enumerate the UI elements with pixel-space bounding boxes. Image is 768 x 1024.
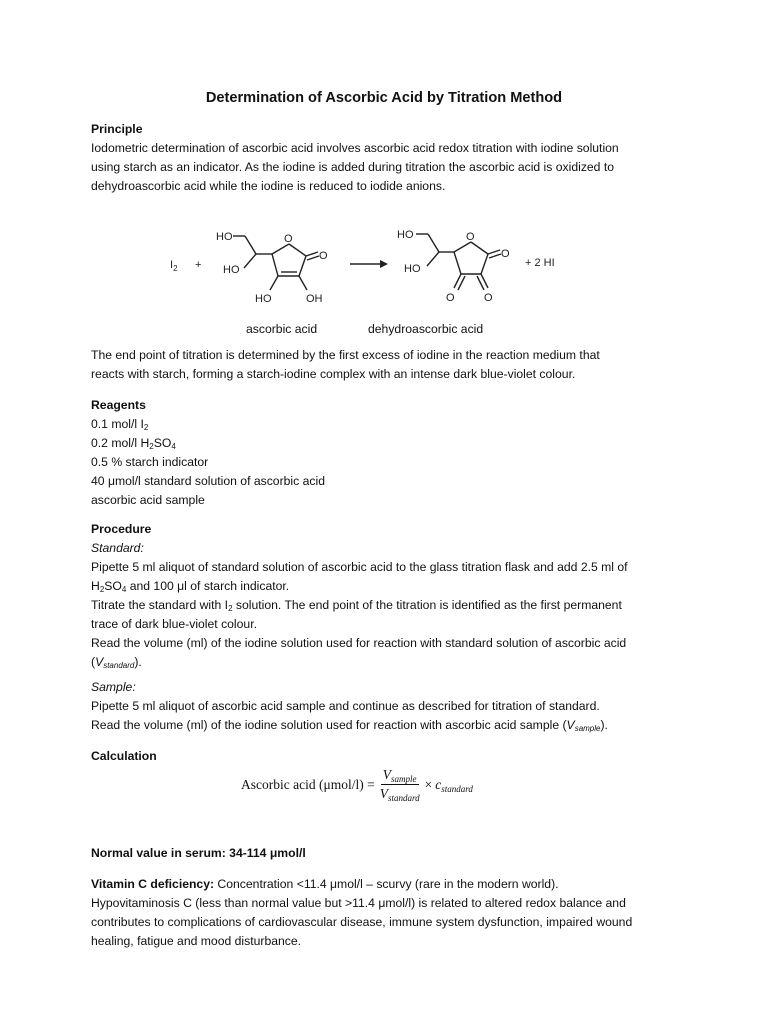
product-hi-label: + 2 HI <box>525 257 555 269</box>
deficiency-line-3: contributes to complications of cardiovascular disease, immune system dysfunction, impaired wound <box>91 915 633 929</box>
endpoint-line-1: The end point of titration is determined by the first excess of iodine in the reaction medium that <box>91 348 600 362</box>
reagent-starch: 0.5 % starch indicator <box>91 455 209 469</box>
standard-step-2b: trace of dark blue-violet colour. <box>91 617 257 631</box>
deficiency-line-4: healing, fatigue and mood disturbance. <box>91 934 302 948</box>
iodine-reactant-label: $I_2$ <box>170 259 178 273</box>
calculation-formula <box>241 762 473 806</box>
caption-dehydroascorbic-acid: dehydroascorbic acid <box>368 322 484 336</box>
formula-fraction <box>378 767 422 802</box>
normal-value: Normal value in serum: 34-114 μmol/l <box>91 846 306 860</box>
standard-step-2a: Titrate the standard with $I_2$ solution. The end point of the titration is identified as the first permanent <box>91 598 622 613</box>
caption-ascorbic-acid: ascorbic acid <box>246 322 318 336</box>
standard-step-1b: $H_2SO_4$ and 100 μl of starch indicator. <box>91 579 290 594</box>
endpoint-line-2: reacts with starch, forming a starch-iodine complex with an intense dark blue-violet colour. <box>91 367 576 381</box>
reagent-sulfuric-acid: 0.2 mol/l $H_2SO_4$ <box>91 436 176 451</box>
standard-step-1a: Pipette 5 ml aliquot of standard solution of ascorbic acid to the glass titration flask and add 2.5 ml of <box>91 560 628 574</box>
reaction-scheme <box>148 218 643 313</box>
dehydro-ho-label-side: HO <box>404 263 421 275</box>
endpoint-paragraph <box>91 346 677 384</box>
dehydro-ring-o-label: O <box>466 231 475 243</box>
ascorbic-carbonyl-o-label: O <box>319 250 328 262</box>
ascorbic-oh-label-left: HO <box>255 293 272 305</box>
document-title: Determination of Ascorbic Acid by Titration Method <box>205 90 563 106</box>
principle-line-1: Iodometric determination of ascorbic acid involves ascorbic acid redox titration with iodine solution <box>91 141 619 155</box>
formula-denominator: $V_{standard}$ <box>379 785 420 803</box>
dehydro-carbonyl-o-label: O <box>501 248 510 260</box>
sample-step-2: Read the volume (ml) of the iodine solution used for reaction with ascorbic acid sample $(V_{sample})$. <box>91 718 608 733</box>
formula-numerator: $V_{sample}$ <box>382 766 417 784</box>
principle-section <box>91 120 677 196</box>
dehydro-keto-o-label-left: O <box>446 292 455 304</box>
reactant-plus-sign: + <box>195 259 202 271</box>
reagent-sample: ascorbic acid sample <box>91 493 205 507</box>
ascorbic-ho-label-side: HO <box>223 264 240 276</box>
calculation-heading: Calculation <box>91 749 157 763</box>
reaction-captions <box>91 320 677 339</box>
formula-lhs: Ascorbic acid (μmol/l) = <box>241 776 375 792</box>
standard-label: Standard: <box>91 541 144 555</box>
standard-step-3a: Read the volume (ml) of the iodine solution used for reaction with standard solution of ascorbic acid <box>91 636 627 650</box>
reagents-section <box>91 396 677 510</box>
deficiency-line-2: Hypovitaminosis C (less than normal value but >11.4 μmol/l) is related to altered redox balance and <box>91 896 626 910</box>
reaction-arrow <box>350 260 388 268</box>
dehydro-keto-o-label-right: O <box>484 292 493 304</box>
procedure-heading: Procedure <box>91 522 152 536</box>
principle-heading: Principle <box>91 122 143 136</box>
dehydro-ho-label-top: HO <box>397 229 414 241</box>
dehydroascorbic-acid-structure <box>416 234 501 290</box>
sample-label: Sample: <box>91 680 136 694</box>
reagent-iodine: 0.1 mol/l $I_2$ <box>91 417 149 432</box>
reagent-standard-solution: 40 μmol/l standard solution of ascorbic acid <box>91 474 325 488</box>
ascorbic-ring-o-label: O <box>284 233 293 245</box>
standard-step-3b: $(V_{standard})$. <box>91 655 142 670</box>
formula-concentration: $c_{standard}$ <box>435 776 473 794</box>
principle-line-2: using starch as an indicator. As the iodine is added during titration the ascorbic acid is oxidized to <box>91 160 615 174</box>
deficiency-section <box>91 875 677 951</box>
ascorbic-ho-label-top: HO <box>216 231 233 243</box>
sample-step-1: Pipette 5 ml aliquot of ascorbic acid sample and continue as described for titration of standard. <box>91 699 600 713</box>
ascorbic-acid-structure <box>233 236 319 290</box>
deficiency-line-1: Vitamin C deficiency: Concentration <11.4 μmol/l – scurvy (rare in the modern world). <box>91 877 559 891</box>
sample-subsection <box>91 678 677 735</box>
reagents-heading: Reagents <box>91 398 146 412</box>
ascorbic-oh-label-right: OH <box>306 293 323 305</box>
formula-times: × <box>424 776 433 792</box>
procedure-section <box>91 520 677 672</box>
principle-line-3: dehydroascorbic acid while the iodine is reduced to iodide anions. <box>91 179 446 193</box>
